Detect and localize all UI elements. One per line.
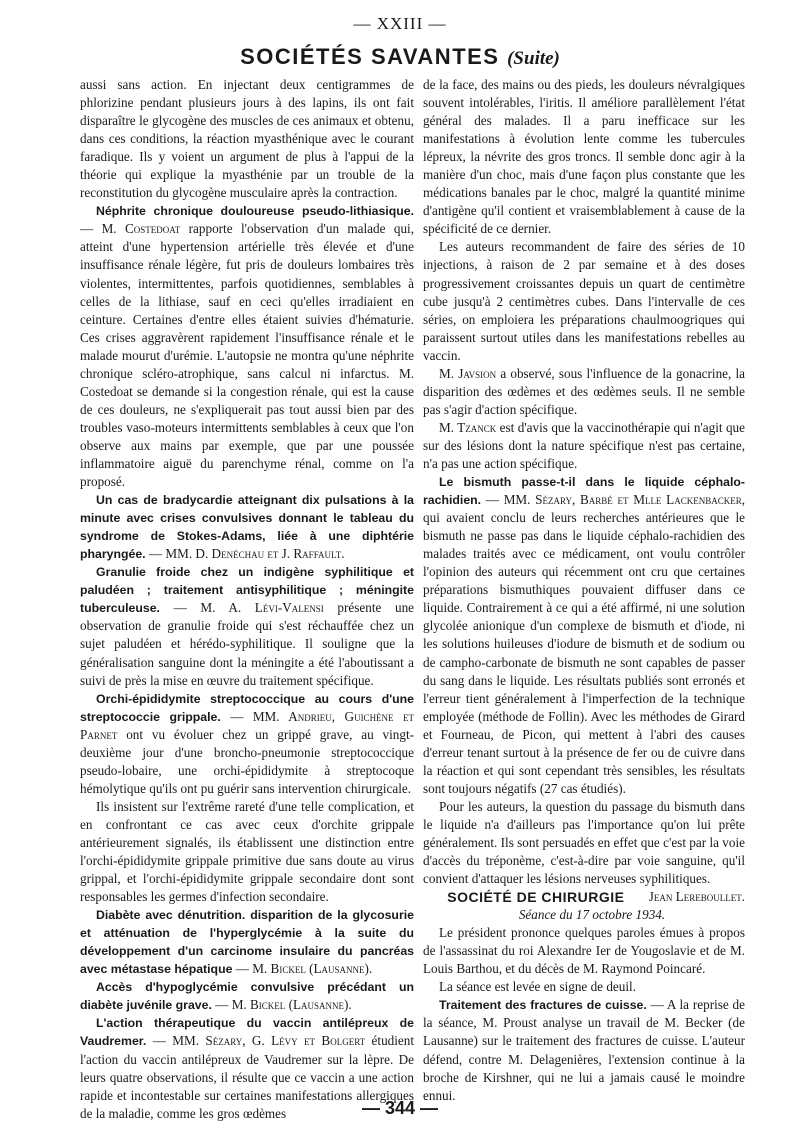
author: M. Costedoat bbox=[101, 221, 181, 237]
title-text: SOCIÉTÉS SAVANTES bbox=[240, 44, 500, 69]
page-number: — 344 — bbox=[361, 1098, 439, 1118]
paragraph: Les auteurs recommandent de faire des séries de 10 injections, à raison de 2 par semaine et à des doses progressivement croissantes depuis un quart de centimètre cube jusqu'à 2 centimètres cubes. Dans l'intervalle de ces séries, on emploiera les préparations chaulmoogriques qui paraissent surtout utiles dans les manifestations rebelles au vaccin. bbox=[423, 239, 745, 363]
left-column bbox=[80, 76, 414, 1123]
paragraph: Granulie froide chez un indigène syphilitique et paludéen ; traitement antisyphilitique ; méningite tuberculeuse. — M. A. Lévi-Valensi présente une observation de granulie froide qui s'est réchauffée chez un sujet paludéen et hérédo-syphilitique. Il souligne que la généralisation sanguine dont la méningite a été l'aboutissant a suivi de près la mise en œuvre du traitement spécifique. bbox=[80, 565, 415, 688]
paragraph bbox=[423, 365, 745, 419]
article-text: A la reprise de la séance, M. Proust analyse un travail de M. Becker (de Lausanne) sur le traitement des fractures de cuisse. L'auteur défend, contre M. Delagenières, l'extension continue à la broche de Kirshner, qui ne lui a jamais causé le moindre ennui. bbox=[423, 997, 745, 1103]
paragraph: de la face, des mains ou des pieds, les douleurs névralgiques souvent intolérables, l'iritis. Il améliore parallèlement l'état général des malades. Il a paru inefficace sur les manifestations à évolution lente comme les tubercules lépreux, la névrite des gros troncs. Il semble donc agir à la manière d'un choc, mais d'une façon plus constante que les médications banales par le choc, malgré la quantité minime d'antigène qu'il contient et vraisemblablement à cause de la spécificité de ce dernier. bbox=[423, 77, 745, 237]
page-title bbox=[0, 44, 800, 70]
roman-page-number: — XXIII — bbox=[353, 14, 447, 33]
title-suite: (Suite) bbox=[507, 48, 560, 69]
article-title: Un cas de bradycardie atteignant dix pulsations à la minute avec crises convulsives donnant le tableau du syndrome de Stokes-Adams, liée à une diphtérie pharyngée. bbox=[80, 493, 414, 562]
article-title: Accès d'hypoglycémie convulsive précédant un diabète juvénile grave. bbox=[80, 980, 414, 1013]
paragraph: aussi sans action. En injectant deux centigrammes de phlorizine pendant plusieurs jours à des lapins, ils ont fait disparaître le glycogène des muscles de ces animaux et obtenu, dans ces conditions, la réaction myasthénique avec le courant faradique. Ils y voient un argument de plus à l'appui de la théorie qui explique la myasthénie par un trouble de la reconstitution du glycogène musculaire après la contraction. bbox=[80, 77, 414, 201]
author: M. Tzanck bbox=[439, 419, 497, 435]
article-title: Granulie froide chez un indigène syphilitique et paludéen ; traitement antisyphilitique ; méningite tuberculeuse. bbox=[80, 565, 414, 616]
section-title: SOCIÉTÉ DE CHIRURGIE bbox=[447, 889, 625, 906]
article-text: ont vu évoluer chez un grippé grave, au vingt-deuxième jour d'une broncho-pneumonie streptococcique pseudo-lobaire, une orchi-épididymite à streptocoque hémolytique qu'ils ont pu guérir sans intervention chirurgicale. bbox=[80, 726, 414, 796]
paragraph: Accès d'hypoglycémie convulsive précédant un diabète juvénile grave. — M. Bickel (Lausanne). bbox=[80, 980, 414, 1013]
article-text: étudient l'action du vaccin antilépreux de Vaudremer sur la lèpre. De leurs quatre observations, il résulte que ce vaccin a une action rapide et incontestable sur certaines manifestations allergiques de la maladie, comme les gros œdèmes bbox=[80, 1033, 415, 1121]
author: MM. Sézary, G. Lévy et Bolgert bbox=[172, 1033, 366, 1049]
right-column bbox=[423, 76, 745, 1105]
paragraph: Néphrite chronique douloureuse pseudo-lithiasique. — M. Costedoat rapporte l'observation d'un malade qui, atteint d'une hypertension artérielle très élevée et d'une insuffisance rénale légère, fut pris de douleurs lombaires très violentes, intermittentes, parfois quotidiennes, semblables à celles de la lithiase, sauf en ceci qu'elles irradiaient en ceinture. Certaines d'entre elles étaient suivies d'hématurie. Ces crises aggravèrent rapidement l'insuffisance rénale et le malade mourut d'urémie. L'autopsie ne montra qu'une néphrite chronique scléro-atrophique, sans calcul ni infarctus. M. Costedoat se demande si la congestion rénale, qui est la cause de ces douleurs, ne s'expliquerait pas tout aussi bien par des troubles vaso-moteurs intermittents semblables à ceux que l'on observe aux mains par exemple, que par une poussée inflammatoire aiguë du parenchyme rénal, comme on l'a proposé. bbox=[80, 204, 415, 490]
paragraph: Un cas de bradycardie atteignant dix pulsations à la minute avec crises convulsives donnant le tableau du syndrome de Stokes-Adams, liée à une diphtérie pharyngée. — MM. D. Denéchau et J. Raffault. bbox=[80, 493, 414, 562]
article-text: présente une observation de granulie froide qui s'est réchauffée chez un sujet paludéen et hérédo-syphilitique. Il souligne que la généralisation sanguine dont la méningite a été l'aboutissant a suivi de près la mise en œuvre du traitement spécifique. bbox=[80, 600, 415, 688]
author: M. A. Lévi-Valensi bbox=[200, 600, 324, 616]
article-title: Diabète avec dénutrition. disparition de la glycosurie et atténuation de l'hyperglycémie à la suite du développement d'un carcinome insulaire du pancréas avec métastase hépatique bbox=[80, 908, 414, 977]
author: MM. Sézary, Barbé et Mlle Lackenbacker, bbox=[503, 492, 746, 508]
signature: Jean Lereboullet. bbox=[648, 889, 745, 905]
paragraph: Ils insistent sur l'extrême rareté d'une telle complication, et en confrontant ce cas avec ceux d'orchite grippale antérieurement signalés, ils établissent une distinction entre l'orchi-épididymite grippale primitive due sans doute au virus grippal, et l'orchi-épididymite grippale secondaire dont sont responsables les germes d'infection secondaire. bbox=[80, 798, 414, 905]
paragraph: Orchi-épididymite streptococcique au cours d'une streptococcie grippale. — MM. Andrieu, Guichène et Parnet ont vu évoluer chez un grippé grave, au vingt-deuxième jour d'une broncho-pneumonie streptococcique pseudo-lobaire, une orchi-épididymite à streptocoque hémolytique qu'ils ont pu guérir sans intervention chirurgicale. bbox=[80, 691, 414, 796]
article-title: Orchi-épididymite streptococcique au cours d'une streptococcie grippale. bbox=[80, 691, 414, 724]
paragraph: L'action thérapeutique du vaccin antilépreux de Vaudremer. — MM. Sézary, G. Lévy et Bolgert étudient l'action du vaccin antilépreux de Vaudremer sur la lèpre. De leurs quatre observations, il résulte que ce vaccin a une action rapide et incontestable sur certaines manifestations allergiques de la maladie, comme les gros œdèmes bbox=[80, 1016, 415, 1121]
author: MM. Andrieu, Guichène et Parnet bbox=[80, 708, 414, 742]
paragraph: Diabète avec dénutrition. disparition de la glycosurie et atténuation de l'hyperglycémie à la suite du développement d'un carcinome insulaire du pancréas avec métastase hépatique — M. Bickel (Lausanne). bbox=[80, 908, 414, 977]
article-title: Néphrite chronique douloureuse pseudo-lithiasique. bbox=[96, 204, 414, 219]
article-title: L'action thérapeutique du vaccin antilépreux de Vaudremer. bbox=[80, 1016, 414, 1049]
article-text: est d'avis que la vaccinothérapie qui n'agit que sur des lésions dont la nature spécifique n'est pas certaine, n'a pas une action spécifique. bbox=[423, 419, 746, 471]
article-title: Traitement des fractures de cuisse. bbox=[439, 998, 647, 1013]
author: M. Javsion bbox=[439, 365, 497, 381]
author: MM. D. Denéchau et J. Raffault. bbox=[165, 546, 345, 562]
article-text: rapporte l'observation d'un malade qui, atteint d'une hypertension artérielle très élevée et d'une insuffisance rénale légère, fut pris de douleurs lombaires très violentes, intermittentes, parfois quotidiennes, semblables à celles de la lithiase, sauf en ceci qu'elles irradiaient en ceinture. Certaines d'entre elles étaient suivies d'hématurie. Ces crises aggravèrent rapidement l'insuffisance rénale et le malade mourut d'urémie. L'autopsie ne montra qu'une néphrite chronique scléro-atrophique, sans calcul ni infarctus. M. Costedoat se demande si la congestion rénale, qui est la cause de ces douleurs, ne s'expliquerait pas tout aussi bien par des troubles vaso-moteurs intermittents semblables à ceux que l'on observe aux mains par exemple, que par une poussée inflammatoire aiguë du parenchyme rénal, comme on l'a proposé. bbox=[80, 221, 415, 490]
paragraph: Traitement des fractures de cuisse. — A la reprise de la séance, M. Proust analyse un travail de M. Becker (de Lausanne) sur le traitement des fractures de cuisse. L'auteur défend, contre M. Delagenières, l'extension continue à la broche de Kirshner, qui ne lui a jamais causé le moindre ennui. bbox=[423, 997, 745, 1103]
author: M. Bickel (Lausanne). bbox=[231, 997, 352, 1013]
paragraph: Le président prononce quelques paroles émues à propos de l'assassinat du roi Alexandre Ier de Yougoslavie et de M. Louis Barthou, et du décès de M. Raymond Poincaré. bbox=[423, 925, 745, 977]
article-title: Le bismuth passe-t-il dans le liquide céphalo-rachidien. bbox=[423, 475, 745, 508]
article-text: qui avaient conclu de leurs recherches antérieures que le bismuth ne passe pas dans le liquide céphalo-rachidien des malades traités avec ce médicament, ont voulu contrôler l'opinion des auteurs qui récemment ont cru que certaines préparations bismuthiques pouvaient diffuser dans ce liquide. Contrairement à ce qui a été affirmé, ni une solution glycolée anionique d'un complexe de bismuth et d'iode, ni les solutions huileuses d'iodure de bismuth et de sodium ou de campho-carbonate de bismuth ne sont capables de passer du sang dans le liquide. Les résultats publiés sont erronés et l'erreur tient généralement à l'imperfection de la technique employée (méthode de Follin). Avec les méthodes de Girard et Fourneau, de Picon, qui mettent à l'abri des causes d'erreur tenant surtout à la présence de fer ou de cuivre dans la réaction et qui sont cependant très sensibles, les résultats sont toujours négatifs (27 cas étudiés). bbox=[423, 510, 745, 796]
article-text: a observé, sous l'influence de la gonacrine, la disparition des œdèmes et des œdèmes seuls. Il ne semble pas s'agir d'action spécifique. bbox=[423, 365, 746, 417]
author: M. Bickel (Lausanne). bbox=[252, 961, 373, 977]
article-text: Pour les auteurs, la question du passage du bismuth dans le liquide n'a d'ailleurs pas l'importance qu'on lui prête généralement. Ils sont persuadés en effet que c'est par la voie d'accès du tréponème, c'est-à-dire par voie sanguine, qu'il convient d'attaquer les lésions nerveuses syphilitiques. bbox=[423, 798, 745, 887]
paragraph: Le bismuth passe-t-il dans le liquide céphalo-rachidien. — MM. Sézary, Barbé et Mlle Lackenbacker, qui avaient conclu de leurs recherches antérieures que le bismuth ne passe pas dans le liquide céphalo-rachidien des malades traités avec ce médicament, ont voulu contrôler l'opinion des auteurs qui récemment ont cru que certaines préparations bismuthiques pouvaient diffuser dans ce liquide. Contrairement à ce qui a été affirmé, ni une solution glycolée anionique d'un complexe de bismuth et d'iode, ni les solutions huileuses d'iodure de bismuth et de sodium ou de campho-carbonate de bismuth ne sont capables de passer du sang dans le liquide. Les résultats publiés sont erronés et l'erreur tient généralement à l'imperfection de la technique employée (méthode de Follin). Avec les méthodes de Girard et Fourneau, de Picon, qui mettent à l'abri des causes d'erreur tenant surtout à la présence de fer ou de cuivre dans la réaction et qui sont cependant très sensibles, les résultats sont toujours négatifs (27 cas étudiés). bbox=[423, 475, 746, 796]
paragraph bbox=[423, 419, 745, 473]
paragraph: La séance est levée en signe de deuil. bbox=[439, 979, 636, 995]
section-date: Séance du 17 octobre 1934. bbox=[518, 907, 666, 923]
